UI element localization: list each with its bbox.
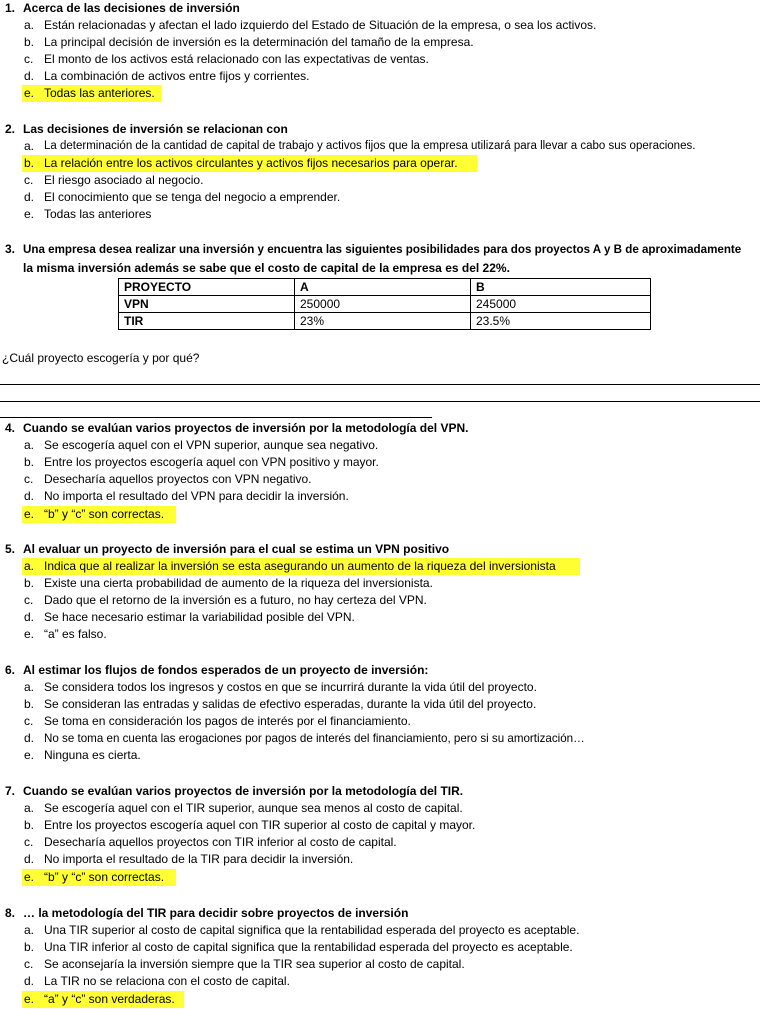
- answer-line[interactable]: [0, 417, 432, 418]
- question-number: 1.: [5, 1, 16, 15]
- table-header-cell: B: [471, 279, 651, 296]
- question-number: 6.: [5, 663, 16, 677]
- table-header-cell: PROYECTO: [119, 279, 295, 296]
- table-cell: VPN: [119, 296, 295, 313]
- answer-line[interactable]: [0, 384, 760, 385]
- question-number: 7.: [5, 784, 16, 798]
- table-cell: 250000: [295, 296, 471, 313]
- question-number: 3.: [5, 242, 16, 256]
- table-row: [119, 313, 651, 330]
- question-number: 4.: [5, 421, 16, 435]
- table-cell: 23.5%: [471, 313, 651, 330]
- question-text: … la metodología del TIR para decidir sobre proyectos de inversión: [23, 906, 409, 920]
- question-text: Acerca de las decisiones de inversión: [23, 1, 240, 15]
- question-number: 2.: [5, 122, 16, 136]
- question-text: Al estimar los flujos de fondos esperados de un proyecto de inversión:: [23, 663, 429, 677]
- answer-line[interactable]: [0, 401, 760, 402]
- question-text: Al evaluar un proyecto de inversión para el cual se estima un VPN positivo: [23, 542, 450, 556]
- table-header-row: [119, 279, 651, 296]
- projects-table: [118, 278, 651, 330]
- answer-prompt: ¿Cuál proyecto escogería y por qué?: [2, 351, 200, 365]
- table-header-cell: A: [295, 279, 471, 296]
- question-text: Cuando se evalúan varios proyectos de inversión por la metodología del TIR.: [23, 784, 464, 798]
- table-row: [119, 296, 651, 313]
- question-text: Las decisiones de inversión se relacionan con: [23, 122, 288, 136]
- question-text: Cuando se evalúan varios proyectos de inversión por la metodología del VPN.: [23, 421, 469, 435]
- question-text-line-1: Una empresa desea realizar una inversión y encuentra las siguientes posibilidades para dos proyectos A y B de aproximadamente: [23, 243, 742, 256]
- question-text-line-2: la misma inversión además se sabe que el costo de capital de la empresa es del 22%.: [23, 261, 510, 275]
- question-number: 5.: [5, 542, 16, 556]
- table-cell: 23%: [295, 313, 471, 330]
- table-cell: TIR: [119, 313, 295, 330]
- question-number: 8.: [5, 906, 16, 920]
- table-cell: 245000: [471, 296, 651, 313]
